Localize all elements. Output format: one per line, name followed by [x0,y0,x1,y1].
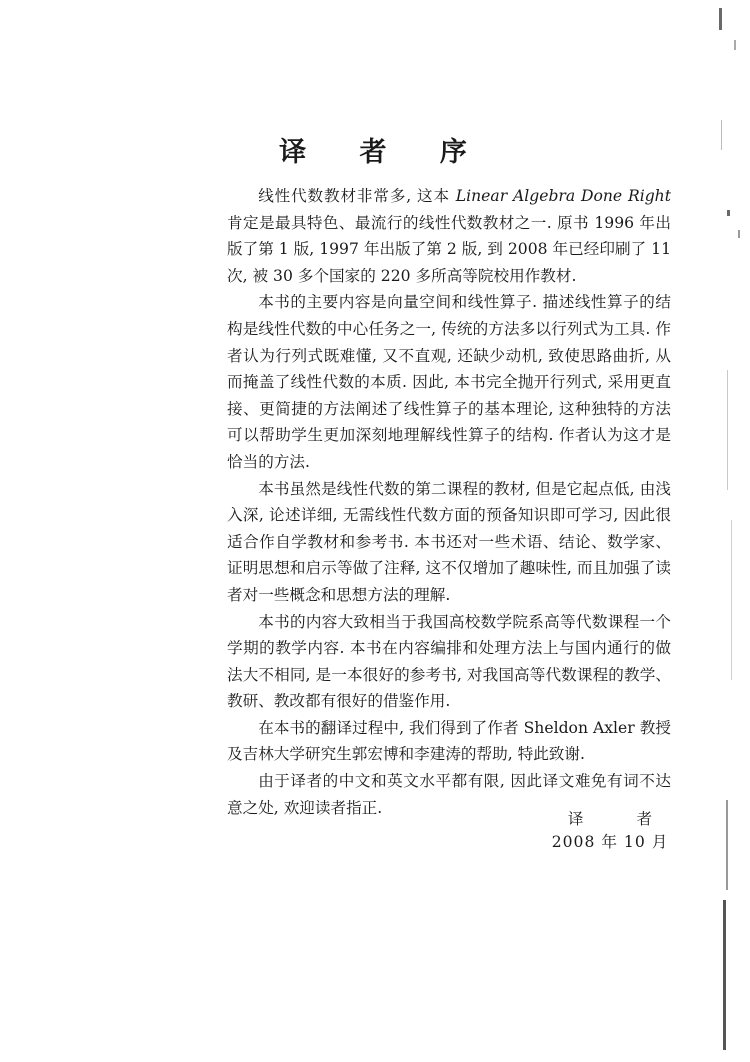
preface-body [227,183,671,821]
paragraph-1 [227,183,671,289]
paragraph-3: 本书虽然是线性代数的第二课程的教材, 但是它起点低, 由浅入深, 论述详细, 无需线性代数方面的预备知识即可学习, 因此很适合作自学教材和参考书. 本书还对一些术语、结论、数学家、证明思想和启示等做了注释, 这不仅增加了趣味性, 而且加强了读者对一些概念和思想方法的理解. [227,479,671,604]
scan-edge-artifact [710,0,750,1062]
paragraph-4: 本书的内容大致相当于我国高校数学院系高等代数课程一个学期的教学内容. 本书在内容编排和处理方法上与国内通行的做法大不相同, 是一本很好的参考书, 对我国高等代数课程的教学、教研、教改都有很好的借鉴作用. [227,612,671,711]
paragraph-2: 本书的主要内容是向量空间和线性算子. 描述线性算子的结构是线性代数的中心任务之一, 传统的方法多以行列式为工具. 作者认为行列式既难懂, 又不直观, 还缺少动机, 致使思路曲折, 从而掩盖了线性代数的本质. 因此, 本书完全抛开行列式, 采用更直接、更简捷的方法阐述了线性算子的基本理论, 这种独特的方法可以帮助学生更加深刻地理解线性算子的结构. 作者认为这才是恰当的方法. [227,293,671,471]
paragraph-5: 在本书的翻译过程中, 我们得到了作者 Sheldon Axler 教授及吉林大学研究生郭宏博和李建涛的帮助, 特此致谢. [227,718,671,764]
translator-signature: 译 者 [567,810,677,828]
paragraph-1-after: 肯定是最具特色、最流行的线性代数教材之一. 原书 1996 年出版了第 1 版, 1997 年出版了第 2 版, 到 2008 年已经印刷了 11 次, 被 30 多个国家的 220 多所高等院校用作教材. [227,213,671,285]
signature-date: 2008 年 10 月 [551,833,669,851]
page-title: 译 者 序 [279,137,489,168]
paragraph-1-before: 线性代数教材非常多, 这本 [258,187,456,205]
paragraph-6: 由于译者的中文和英文水平都有限, 因此译文难免有词不达意之处, 欢迎读者指正. [227,772,671,817]
book-title-english: Linear Algebra Done Right [455,187,671,205]
